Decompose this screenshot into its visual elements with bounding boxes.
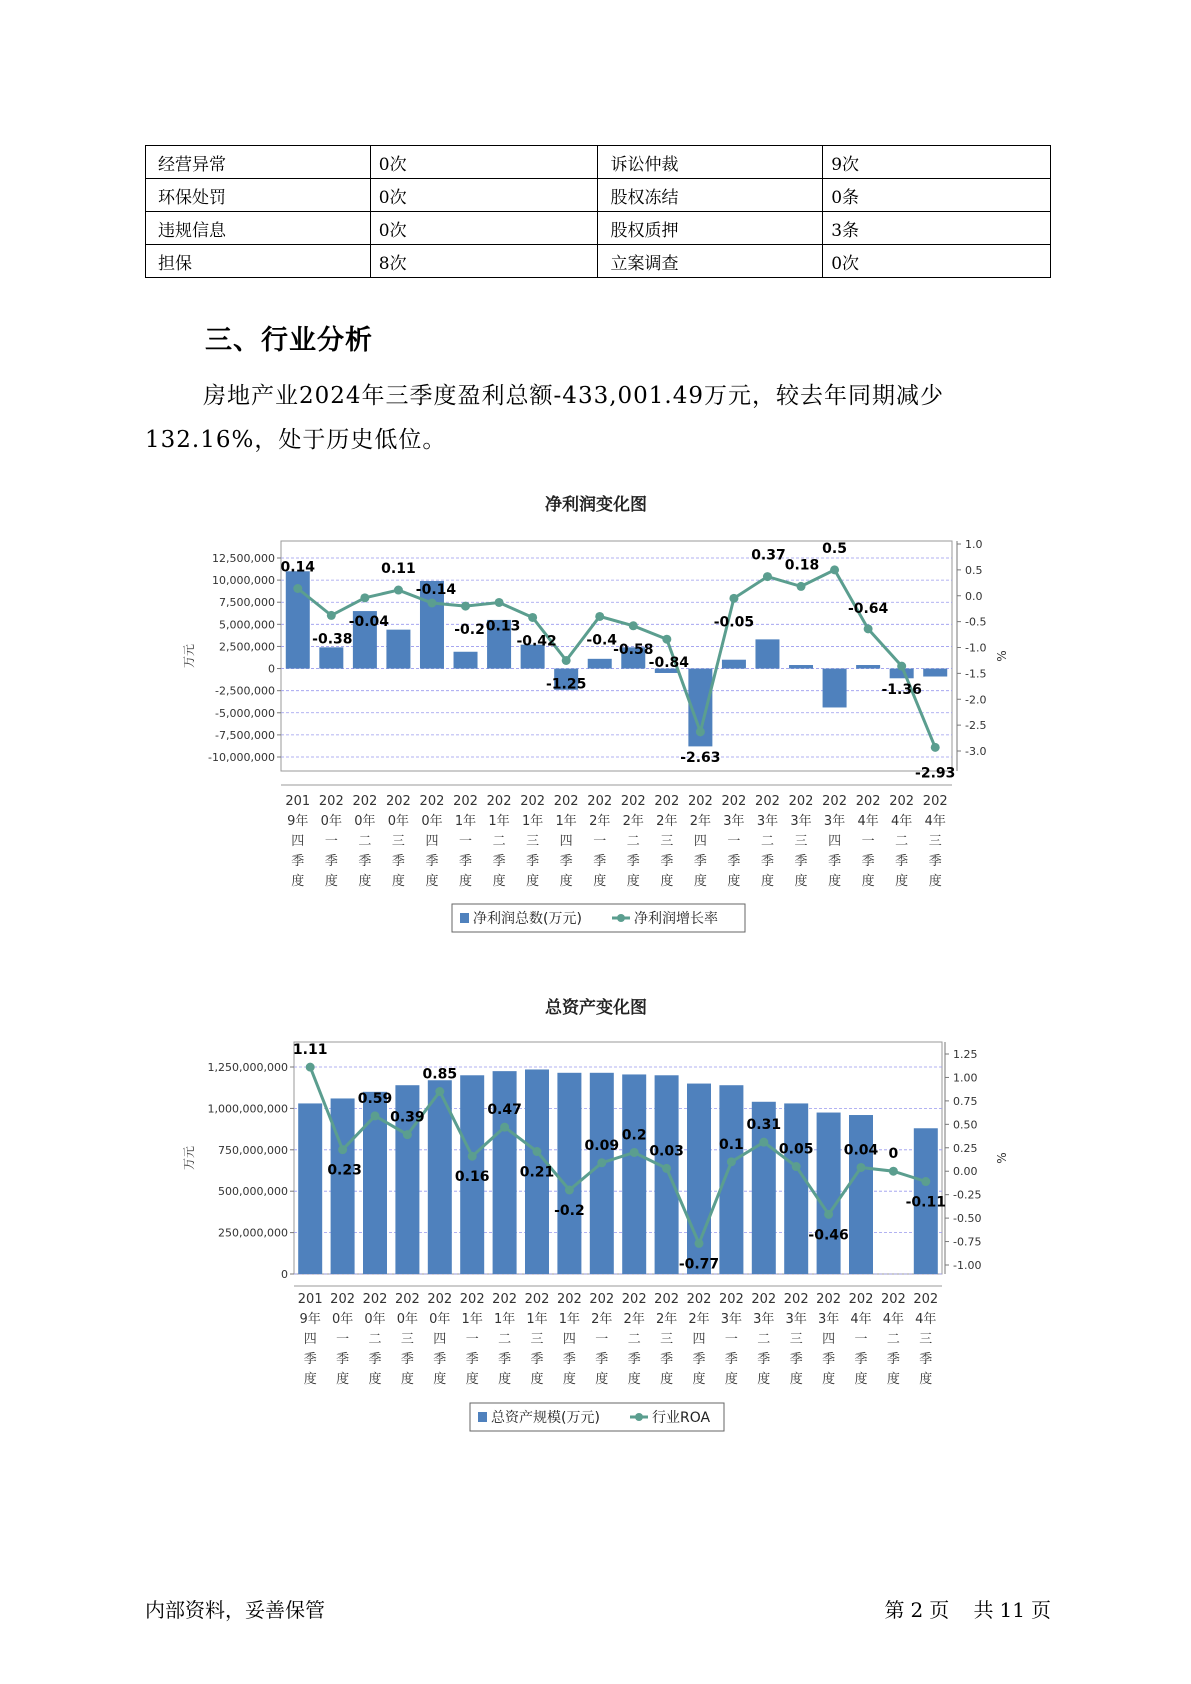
y-tick-label: 7,500,000	[219, 596, 275, 610]
x-tick-label: 202 1年三季度	[524, 1292, 550, 1387]
x-tick-label: 202 1年二季度	[486, 794, 512, 889]
analysis-paragraph: 房地产业2024年三季度盈利总额-433,001.49万元，较去年同期减少132.16%，处于历史低位。	[145, 383, 944, 453]
line-point	[533, 1147, 542, 1156]
line-point	[597, 1158, 606, 1167]
bar	[849, 1115, 873, 1274]
x-tick-label: 202 1年四季度	[556, 1292, 582, 1387]
line-point	[857, 1163, 866, 1172]
y2-tick-label: 0.75	[953, 1094, 978, 1108]
data-label: -0.42	[516, 633, 557, 650]
line-point	[662, 635, 671, 644]
x-tick-label: 202 0年一季度	[318, 794, 344, 889]
data-label: -0.64	[847, 600, 889, 617]
x-tick-label: 202 0年二季度	[352, 794, 378, 889]
chart-title: 总资产变化图	[545, 998, 647, 1018]
line-point	[696, 727, 705, 736]
x-tick-label: 202 2年三季度	[654, 1292, 680, 1387]
line-point	[797, 582, 806, 591]
y-tick-label: -10,000,000	[208, 751, 275, 764]
data-label: -0.38	[312, 631, 353, 648]
data-label: 0.14	[280, 559, 316, 576]
y-tick-label: 1,000,000,000	[207, 1102, 288, 1116]
data-label: 0.21	[519, 1164, 555, 1181]
data-label: -1.36	[881, 682, 922, 699]
line-point	[500, 1123, 509, 1132]
legend-line-marker	[617, 914, 625, 922]
x-tick-label: 202 3年二季度	[751, 1292, 777, 1387]
data-label: -0.2	[554, 1202, 585, 1219]
line-point	[371, 1111, 380, 1120]
x-tick-label: 202 0年三季度	[394, 1292, 420, 1387]
line-point	[293, 584, 302, 593]
line-point	[495, 598, 504, 607]
y2-tick-label: 0.5	[965, 563, 983, 577]
x-tick-label: 202 3年一季度	[718, 1292, 744, 1387]
table-cell-label: 诉讼仲裁	[598, 146, 823, 179]
line-point	[528, 613, 537, 622]
legend-item: 净利润总数(万元)	[473, 911, 582, 927]
x-tick-label: 202 1年四季度	[553, 794, 579, 889]
x-tick-label: 202 1年二季度	[492, 1292, 518, 1387]
x-tick-label: 202 2年二季度	[620, 794, 646, 889]
bar	[386, 630, 410, 669]
data-label: -0.46	[808, 1227, 849, 1244]
line-point	[662, 1164, 671, 1173]
data-label: -2.93	[915, 765, 956, 782]
data-label: 0.37	[751, 547, 786, 564]
data-label: 0.05	[778, 1141, 814, 1158]
bar	[923, 669, 947, 677]
legend-bar-swatch	[460, 913, 469, 923]
data-label: -2.63	[680, 749, 721, 766]
y2-tick-label: -1.0	[965, 641, 987, 655]
x-tick-label: 202 4年二季度	[880, 1292, 906, 1387]
y-tick-label: 5,000,000	[219, 618, 275, 632]
data-label: -0.58	[613, 641, 654, 658]
y-tick-label: -7,500,000	[215, 728, 275, 742]
data-label: -1.25	[545, 676, 587, 693]
table-cell-value: 0条	[823, 179, 1051, 212]
y-tick-label: 0	[281, 1268, 288, 1281]
x-tick-label: 201 9年四季度	[285, 794, 311, 889]
x-tick-label: 202 3年四季度	[816, 1292, 842, 1387]
y-tick-label: -5,000,000	[215, 706, 275, 720]
y2-tick-label: -1.00	[953, 1259, 982, 1272]
x-tick-label: 202 2年四季度	[686, 1292, 712, 1387]
x-tick-label: 202 4年一季度	[855, 794, 881, 889]
bar	[823, 669, 847, 708]
x-tick-label: 202 1年三季度	[520, 794, 546, 889]
page-prefix: 第	[884, 1598, 905, 1622]
bar	[319, 647, 343, 668]
line-point	[727, 1157, 736, 1166]
x-tick-label: 202 3年二季度	[755, 794, 780, 889]
table-cell-label: 环保处罚	[146, 179, 371, 212]
total-assets-chart	[0, 988, 1191, 1448]
x-tick-label: 202 1年一季度	[459, 1292, 485, 1387]
y-tick-label: 0	[268, 662, 275, 676]
data-label: 0.85	[422, 1066, 458, 1083]
line-point	[306, 1063, 315, 1072]
line-point	[729, 594, 738, 603]
bar	[588, 659, 612, 669]
x-tick-label: 202 3年三季度	[788, 794, 814, 889]
footer-page-info	[878, 1594, 1051, 1623]
data-label: 0.1	[718, 1136, 744, 1153]
bar	[622, 1074, 646, 1274]
total-suffix: 页	[1031, 1598, 1051, 1622]
table-cell-value: 8次	[370, 245, 598, 278]
x-tick-label: 202 0年一季度	[330, 1292, 356, 1387]
data-label: 0.23	[327, 1162, 362, 1179]
table-cell-label: 担保	[146, 245, 371, 278]
line-point	[759, 1138, 768, 1147]
table-cell-label: 立案调查	[598, 245, 823, 278]
data-label: -0.05	[713, 614, 755, 631]
table-row	[146, 212, 1051, 245]
y-tick-label: 500,000,000	[218, 1185, 288, 1199]
data-label: 0.11	[381, 561, 416, 578]
table-cell-label: 股权质押	[598, 212, 823, 245]
data-label: 0.09	[584, 1137, 620, 1154]
table-cell-label: 经营异常	[146, 146, 371, 179]
x-tick-label: 202 4年二季度	[889, 794, 915, 889]
total-prefix: 共	[973, 1598, 994, 1622]
line-point	[629, 621, 638, 630]
bar	[784, 1103, 808, 1274]
line-point	[931, 743, 940, 752]
table-cell-value: 3条	[823, 212, 1051, 245]
table-row	[146, 146, 1051, 179]
y-axis-label: 万元	[182, 643, 196, 669]
y-tick-label: 12,500,000	[212, 552, 275, 565]
bar	[655, 1075, 679, 1274]
y2-tick-label: -0.25	[953, 1188, 982, 1202]
data-label: 1.11	[292, 1042, 328, 1059]
data-label: 0.13	[485, 618, 521, 635]
line-point	[565, 1185, 574, 1194]
line-point	[461, 602, 470, 611]
line-point	[630, 1148, 639, 1157]
line-point	[897, 662, 906, 671]
x-tick-label: 202 0年三季度	[386, 794, 411, 889]
data-label: 0.39	[390, 1109, 425, 1126]
line-point	[792, 1162, 801, 1171]
data-label: -0.2	[454, 622, 485, 639]
x-tick-label: 202 1年一季度	[453, 794, 478, 889]
table-cell-value: 9次	[823, 146, 1051, 179]
table-cell-value: 0次	[823, 245, 1051, 278]
table-row	[146, 245, 1051, 278]
line-point	[327, 611, 336, 620]
y-tick-label: 2,500,000	[219, 640, 275, 654]
x-tick-label: 202 0年四季度	[427, 1292, 453, 1387]
y-tick-label: 750,000,000	[218, 1143, 288, 1157]
y2-tick-label: -2.0	[965, 693, 987, 707]
line-point	[435, 1087, 444, 1096]
x-tick-label: 202 4年三季度	[913, 1292, 939, 1387]
bar	[755, 639, 779, 668]
data-label: 0.16	[454, 1169, 490, 1186]
bar	[722, 660, 746, 669]
y2-tick-label: -3.0	[965, 745, 987, 758]
page-number: 2	[910, 1598, 924, 1622]
line-point	[695, 1239, 704, 1248]
data-label: 0.5	[822, 540, 847, 557]
bar	[454, 652, 478, 669]
table-cell-value: 0次	[370, 179, 598, 212]
y2-tick-label: -1.5	[965, 667, 987, 681]
line-point	[595, 612, 604, 621]
table-cell-value: 0次	[370, 212, 598, 245]
legend-bar-swatch	[478, 1412, 487, 1422]
line-point	[830, 565, 839, 574]
y-tick-label: 1,250,000,000	[207, 1061, 288, 1074]
y2-tick-label: -0.5	[965, 615, 987, 629]
line-point	[338, 1145, 347, 1154]
x-tick-label: 202 2年一季度	[589, 1292, 615, 1387]
line-point	[360, 593, 369, 602]
y2-tick-label: 0.50	[953, 1118, 978, 1132]
data-label: 0	[888, 1146, 899, 1163]
x-tick-label: 202 2年二季度	[621, 1292, 647, 1387]
table-cell-label: 股权冻结	[598, 179, 823, 212]
y2-axis-label: %	[995, 650, 1009, 662]
y2-tick-label: 1.00	[953, 1071, 978, 1085]
data-label: 0.59	[357, 1090, 393, 1107]
line-point	[394, 586, 403, 595]
y2-tick-label: 1.25	[953, 1048, 978, 1061]
x-tick-label: 201 9年四季度	[297, 1292, 323, 1387]
legend-item: 行业ROA	[652, 1410, 711, 1426]
x-tick-label: 202 4年三季度	[922, 794, 948, 889]
y2-tick-label: -0.75	[953, 1235, 982, 1249]
data-label: -0.11	[905, 1194, 946, 1211]
x-tick-label: 202 4年一季度	[848, 1292, 874, 1387]
y-tick-label: -2,500,000	[215, 684, 275, 698]
y-tick-label: 250,000,000	[218, 1226, 288, 1240]
y2-tick-label: -2.5	[965, 719, 987, 733]
data-label: -0.4	[586, 632, 618, 649]
line-point	[468, 1152, 477, 1161]
table-cell-value: 0次	[370, 146, 598, 179]
data-label: 0.47	[487, 1102, 522, 1119]
bar	[817, 1113, 841, 1274]
line-point	[763, 572, 772, 581]
x-tick-label: 202 0年二季度	[362, 1292, 388, 1387]
bar	[298, 1103, 322, 1274]
bar	[789, 665, 813, 669]
line-point	[824, 1210, 833, 1219]
footer-confidential-note: 内部资料，妥善保管	[145, 1598, 325, 1622]
data-label: 0.2	[621, 1127, 647, 1144]
x-tick-label: 202 3年一季度	[721, 794, 747, 889]
y2-tick-label: 0.00	[953, 1165, 978, 1179]
y2-axis-label: %	[995, 1152, 1009, 1164]
x-tick-label: 202 2年三季度	[654, 794, 680, 889]
chart-title: 净利润变化图	[545, 495, 647, 515]
x-tick-label: 202 2年四季度	[687, 794, 713, 889]
legend-item: 净利润增长率	[634, 911, 718, 927]
x-tick-label: 202 0年四季度	[419, 794, 445, 889]
data-label: -0.84	[648, 655, 690, 672]
x-tick-label: 202 3年三季度	[783, 1292, 809, 1387]
bar	[590, 1073, 614, 1274]
data-label: 0.18	[784, 557, 820, 574]
data-label: 0.04	[843, 1142, 879, 1159]
data-label: 0.31	[746, 1117, 782, 1134]
line-point	[403, 1130, 412, 1139]
line-point	[427, 598, 436, 607]
data-label: -0.77	[678, 1256, 720, 1273]
y-axis-label: 万元	[182, 1145, 196, 1171]
page-suffix: 页	[929, 1598, 950, 1622]
y-tick-label: 10,000,000	[212, 574, 275, 588]
y2-tick-label: 0.0	[965, 589, 983, 603]
y2-tick-label: 0.25	[953, 1141, 978, 1155]
bar	[856, 665, 880, 669]
risk-summary-table	[145, 145, 1051, 278]
table-cell-label: 违规信息	[146, 212, 371, 245]
x-tick-label: 202 2年一季度	[587, 794, 613, 889]
line-point	[921, 1177, 930, 1186]
net-profit-chart	[0, 490, 1191, 950]
y2-tick-label: -0.50	[953, 1212, 982, 1226]
data-label: -0.14	[415, 581, 457, 598]
total-pages: 11	[999, 1598, 1025, 1622]
data-label: 0.03	[649, 1143, 684, 1160]
section-heading: 三、行业分析	[205, 325, 373, 356]
legend-line-marker	[635, 1413, 643, 1421]
line-point	[864, 624, 873, 633]
data-label: -0.04	[348, 613, 390, 630]
line-point	[889, 1167, 898, 1176]
legend-item: 总资产规模(万元)	[491, 1410, 600, 1426]
x-tick-label: 202 3年四季度	[822, 794, 847, 889]
table-row	[146, 179, 1051, 212]
y2-tick-label: 1.0	[965, 538, 983, 551]
line-point	[562, 656, 571, 665]
bar	[557, 1073, 581, 1274]
